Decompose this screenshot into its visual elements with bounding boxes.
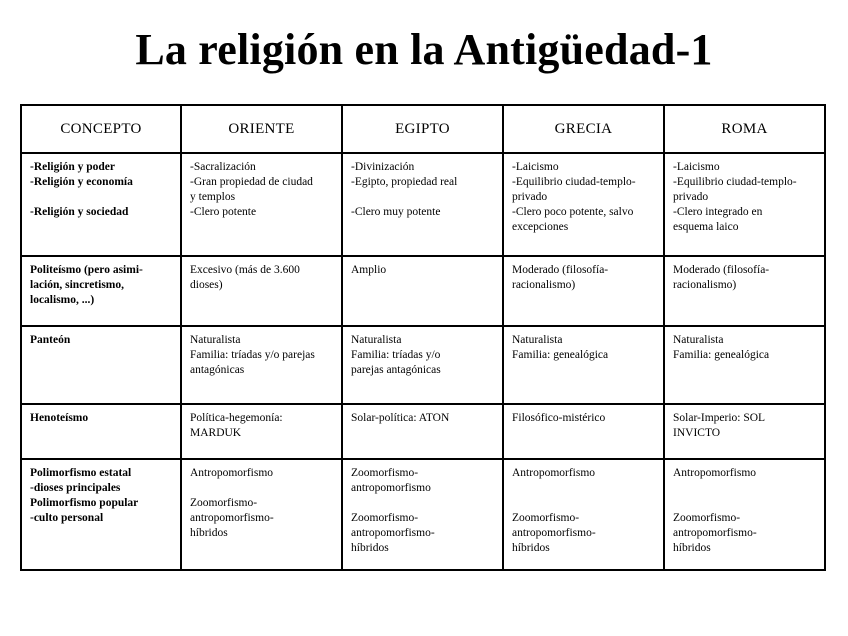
cell-roma — [664, 326, 825, 404]
cell-line: Panteón — [30, 334, 71, 346]
row-polimorfismo — [21, 459, 825, 570]
cell-line: INVICTO — [673, 427, 721, 439]
cell-line: híbridos — [512, 542, 550, 554]
row-politeismo — [21, 256, 825, 326]
cell-line: Moderado (filosofía- — [673, 264, 770, 276]
cell-line: Excesivo (más de 3.600 — [190, 264, 300, 276]
cell-line: Moderado (filosofía- — [512, 264, 609, 276]
cell-line: Zoomorfismo- — [512, 512, 580, 524]
cell-line: -Gran propiedad de ciudad — [190, 176, 313, 188]
cell-line: dioses) — [190, 279, 223, 291]
cell-roma — [664, 153, 825, 256]
cell-line: Henoteísmo — [30, 412, 89, 424]
cell-line: Antropomorfismo — [512, 467, 596, 479]
concept-cell — [21, 256, 181, 326]
cell-line: Familia: tríadas y/o — [351, 349, 441, 361]
header-grecia: GRECIA — [503, 105, 664, 153]
cell-line: -Clero integrado en — [673, 206, 763, 218]
cell-line: híbridos — [190, 527, 228, 539]
cell-line: parejas antagónicas — [351, 364, 441, 376]
religion-table — [20, 104, 826, 571]
cell-line: MARDUK — [190, 427, 242, 439]
cell-egipto — [342, 404, 503, 459]
cell-line: Antropomorfismo — [673, 467, 757, 479]
cell-line: antropomorfismo- — [512, 527, 596, 539]
cell-line: -Divinización — [351, 161, 415, 173]
cell-line: -Equilibrio ciudad-templo- — [512, 176, 636, 188]
cell-line: racionalismo) — [673, 279, 737, 291]
cell-line: lación, sincretismo, — [30, 279, 125, 291]
cell-line: Politeísmo (pero asimi- — [30, 264, 143, 276]
concept-cell — [21, 153, 181, 256]
cell-line: Naturalista — [351, 334, 402, 346]
cell-line: -Religión y sociedad — [30, 206, 129, 218]
spacer — [351, 496, 494, 511]
cell-line: -Equilibrio ciudad-templo- — [673, 176, 797, 188]
cell-line: Naturalista — [673, 334, 724, 346]
header-egipto: EGIPTO — [342, 105, 503, 153]
cell-line: -Laicismo — [673, 161, 720, 173]
cell-line: Polimorfismo estatal — [30, 467, 132, 479]
spacer — [673, 496, 816, 511]
cell-line: híbridos — [673, 542, 711, 554]
header-oriente: ORIENTE — [181, 105, 342, 153]
cell-grecia — [503, 326, 664, 404]
row-henoteismo — [21, 404, 825, 459]
cell-line: Filosófico-mistérico — [512, 412, 606, 424]
header-concepto: CONCEPTO — [21, 105, 181, 153]
cell-line: privado — [512, 191, 548, 203]
cell-line: antropomorfismo- — [190, 512, 274, 524]
cell-grecia — [503, 256, 664, 326]
cell-line: -Clero potente — [190, 206, 257, 218]
cell-line: privado — [673, 191, 709, 203]
header-row — [21, 105, 825, 153]
cell-line: -Clero poco potente, salvo — [512, 206, 634, 218]
header-roma: ROMA — [664, 105, 825, 153]
cell-line: Zoomorfismo- — [673, 512, 741, 524]
cell-line: -dioses principales — [30, 482, 121, 494]
cell-egipto — [342, 326, 503, 404]
cell-line: localismo, ...) — [30, 294, 95, 306]
cell-line: -Religión y economía — [30, 176, 133, 188]
cell-oriente — [181, 256, 342, 326]
cell-line: híbridos — [351, 542, 389, 554]
cell-line: Zoomorfismo- — [351, 512, 419, 524]
cell-line: -Laicismo — [512, 161, 559, 173]
cell-line: Familia: genealógica — [673, 349, 770, 361]
cell-line: Polimorfismo popular — [30, 497, 139, 509]
cell-egipto — [342, 153, 503, 256]
cell-oriente — [181, 326, 342, 404]
cell-line: -Sacralización — [190, 161, 256, 173]
cell-line: antropomorfismo- — [351, 527, 435, 539]
cell-line: Familia: tríadas y/o parejas — [190, 349, 315, 361]
cell-line: Solar-política: ATON — [351, 412, 450, 424]
cell-roma — [664, 404, 825, 459]
row-religion — [21, 153, 825, 256]
cell-grecia — [503, 404, 664, 459]
cell-line: Familia: genealógica — [512, 349, 609, 361]
spacer — [512, 496, 655, 511]
cell-oriente — [181, 153, 342, 256]
cell-egipto — [342, 256, 503, 326]
cell-line: Antropomorfismo — [190, 467, 274, 479]
spacer — [190, 481, 333, 496]
cell-line: Naturalista — [512, 334, 563, 346]
cell-line: -Egipto, propiedad real — [351, 176, 458, 188]
cell-line: esquema laico — [673, 221, 739, 233]
cell-egipto — [342, 459, 503, 570]
cell-line: Solar-Imperio: SOL — [673, 412, 766, 424]
cell-grecia — [503, 153, 664, 256]
spacer — [351, 190, 494, 205]
cell-grecia — [503, 459, 664, 570]
cell-line: -culto personal — [30, 512, 104, 524]
cell-line: excepciones — [512, 221, 569, 233]
cell-oriente — [181, 404, 342, 459]
concept-cell — [21, 404, 181, 459]
concept-cell — [21, 326, 181, 404]
cell-oriente — [181, 459, 342, 570]
spacer — [512, 481, 655, 496]
cell-line: Naturalista — [190, 334, 241, 346]
cell-line: antagónicas — [190, 364, 245, 376]
cell-line: y templos — [190, 191, 236, 203]
page-title: La religión en la Antigüedad-1 — [135, 25, 713, 74]
cell-line: antropomorfismo- — [673, 527, 757, 539]
cell-line: Política-hegemonía: — [190, 412, 283, 424]
cell-line: Zoomorfismo- — [190, 497, 258, 509]
cell-line: -Clero muy potente — [351, 206, 441, 218]
cell-line: -Religión y poder — [30, 161, 115, 173]
row-panteon — [21, 326, 825, 404]
cell-line: Zoomorfismo- — [351, 467, 419, 479]
spacer — [673, 481, 816, 496]
spacer — [30, 190, 172, 205]
cell-roma — [664, 459, 825, 570]
concept-cell — [21, 459, 181, 570]
cell-line: Amplio — [351, 264, 387, 276]
cell-line: racionalismo) — [512, 279, 576, 291]
cell-roma — [664, 256, 825, 326]
cell-line: antropomorfismo — [351, 482, 431, 494]
